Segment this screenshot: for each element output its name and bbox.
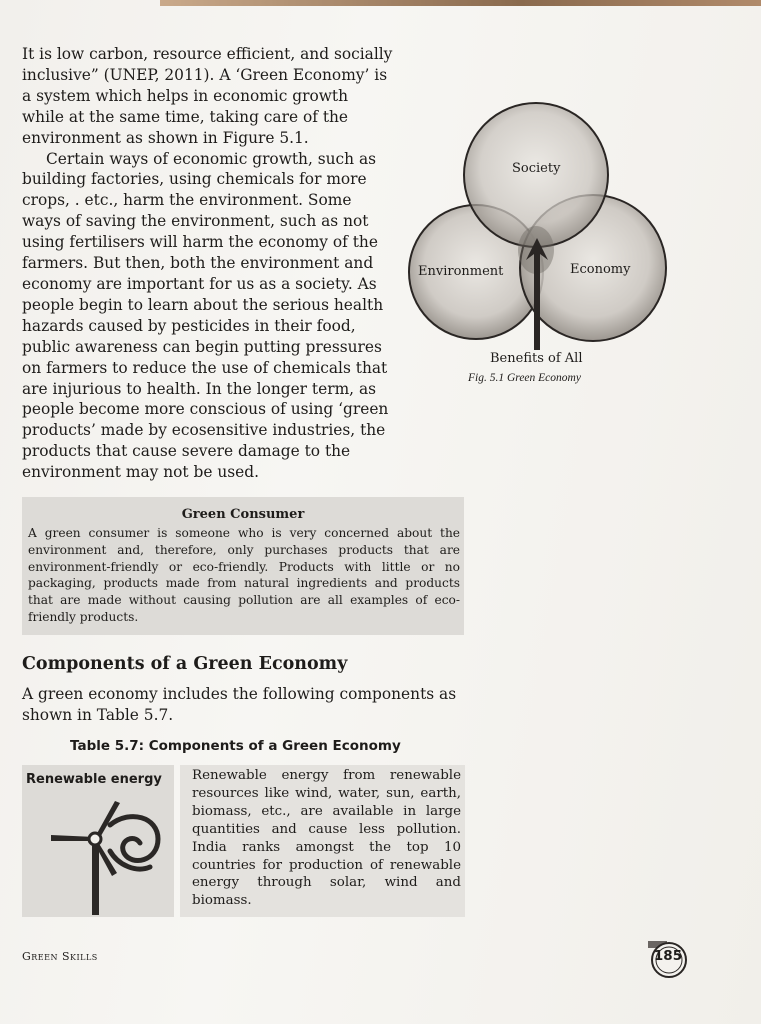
green-consumer-text: A green consumer is someone who is very concerned about the environment and, therefore, only purchases products that are environment-friendly or eco-friendly. Products with little or no packaging, products made from natural ingredients and products that are made without causing pollution are all examples of eco-friendly products. (28, 526, 460, 624)
section-intro: A green economy includes the following components as shown in Table 5.7. (22, 685, 457, 724)
paragraph-intro: It is low carbon, resource efficient, and socially inclusive” (UNEP, 2011). A ‘Green Economy’ is a system which helps in economic growth while at the same time, taking care of the environment as shown in Figure 5.1. (22, 45, 393, 147)
section-heading: Components of a Green Economy (22, 654, 348, 674)
table-description-cell (180, 765, 465, 917)
page-number: 185 (653, 948, 683, 964)
paragraph-economic-growth: Certain ways of economic growth, such as building factories, using chemicals for more crops, . etc., harm the environment. Some ways of saving the environment, such as not using fertilisers will harm the economy of the farmers. But then, both the environment and economy are important for us as a society. As people begin to learn about the serious health hazards caused by pesticides in their food, public awareness can begin putting pressures on farmers to reduce the use of chemicals that are injurious to health. In the longer term, as people become more conscious of using ‘green products’ made by ecosensitive industries, the products that cause severe damage to the environment may not be used. (22, 149, 389, 482)
wind-turbine-icon (40, 795, 170, 915)
body-text (22, 44, 467, 483)
green-consumer-title: Green Consumer (181, 507, 305, 522)
table-caption: Table 5.7: Components of a Green Economy (70, 738, 401, 754)
economy-label: Economy (570, 262, 631, 277)
environment-label: Environment (418, 264, 504, 279)
figure-green-economy (408, 100, 670, 400)
society-label: Society (512, 161, 561, 176)
figure-caption: Fig. 5.1 Green Economy (468, 372, 581, 384)
page-top-edge (160, 0, 761, 6)
benefits-label: Benefits of All (490, 351, 583, 366)
green-consumer-box (22, 497, 464, 635)
table-term: Renewable energy (26, 772, 162, 787)
venn-diagram (408, 100, 670, 365)
footer-book-title: Green Skills (22, 950, 98, 963)
table-term-cell (22, 765, 174, 917)
table-description: Renewable energy from renewable resources like wind, water, sun, earth, biomass, etc., are available in large quantities and cause less pollution. India ranks amongst the top 10 countries for production of renewable energy through solar, wind and biomass. (192, 768, 461, 909)
